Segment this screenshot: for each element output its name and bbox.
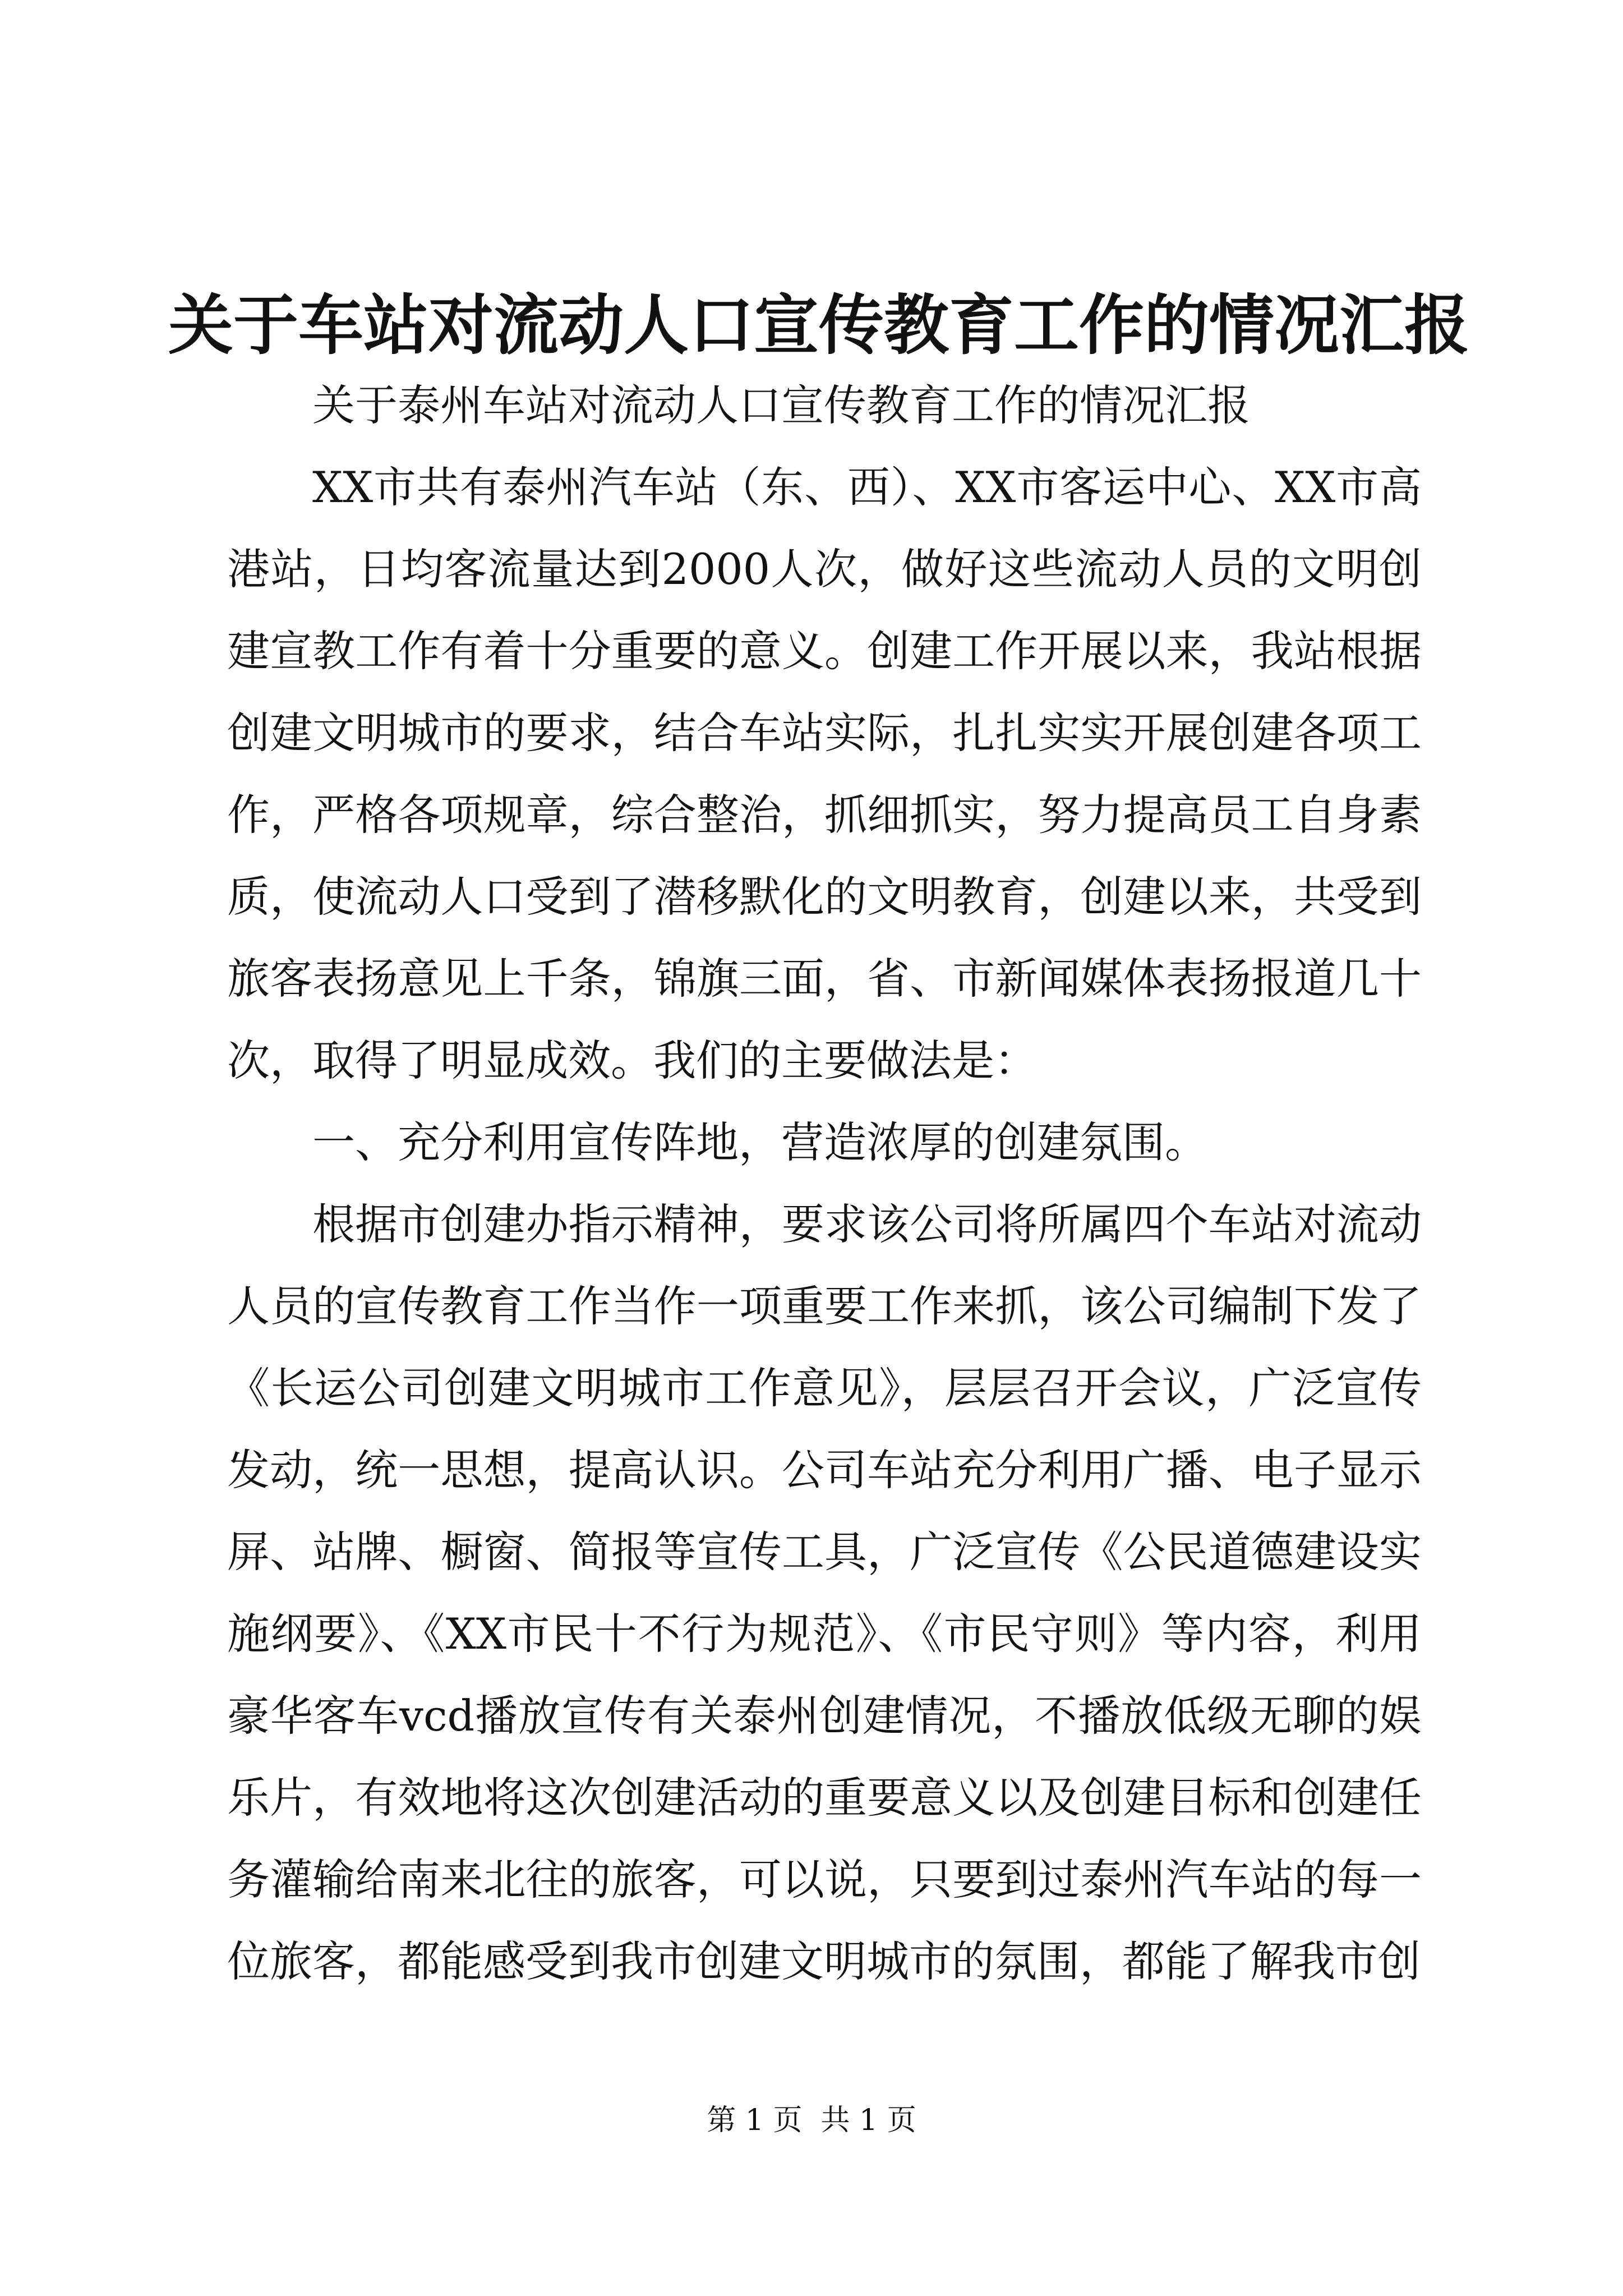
- document-title: 关于车站对流动人口宣传教育工作的情况汇报: [168, 287, 1469, 364]
- subtitle-paragraph: 关于泰州车站对流动人口宣传教育工作的情况汇报: [312, 380, 1250, 430]
- page-footer: [0, 2098, 1623, 2143]
- page-number: 第 1 页 共 1 页: [707, 2104, 916, 2137]
- intro-paragraph: XX市共有泰州汽车站（东、西）、XX市客运中心、XX市高港站，日均客流量达到2000人次，做好这些流动人员的文明创建宣教工作有着十分重要的意义。创建工作开展以来，我站根据创建文明城市的要求，结合车站实际，扎扎实实开展创建各项工作，严格各项规章，综合整治，抓细抓实，努力提高员工自身素质，使流动人口受到了潜移默化的文明教育，创建以来，共受到旅客表扬意见上千条，锦旗三面，省、市新闻媒体表扬报道几十次，取得了明显成效。我们的主要做法是：: [227, 462, 1422, 1085]
- section-heading: 一、充分利用宣传阵地，营造浓厚的创建氛围。: [312, 1117, 1207, 1167]
- document-body: [227, 365, 1422, 2003]
- section-paragraph: 根据市创建办指示精神，要求该公司将所属四个车站对流动人员的宣传教育工作当作一项重要工作来抓，该公司编制下发了《长运公司创建文明城市工作意见》，层层召开会议，广泛宣传发动，统一思想，提高认识。公司车站充分利用广播、电子显示屏、站牌、橱窗、简报等宣传工具，广泛宣传《公民道德建设实施纲要》、《XX市民十不行为规范》、《市民守则》等内容，利用豪华客车vcd播放宣传有关泰州创建情况，不播放低级无聊的娱乐片，有效地将这次创建活动的重要意义以及创建目标和创建任务灌输给南来北往的旅客，可以说，只要到过泰州汽车站的每一位旅客，都能感受到我市创建文明城市的氛围，都能了解我市创: [227, 1199, 1422, 1986]
